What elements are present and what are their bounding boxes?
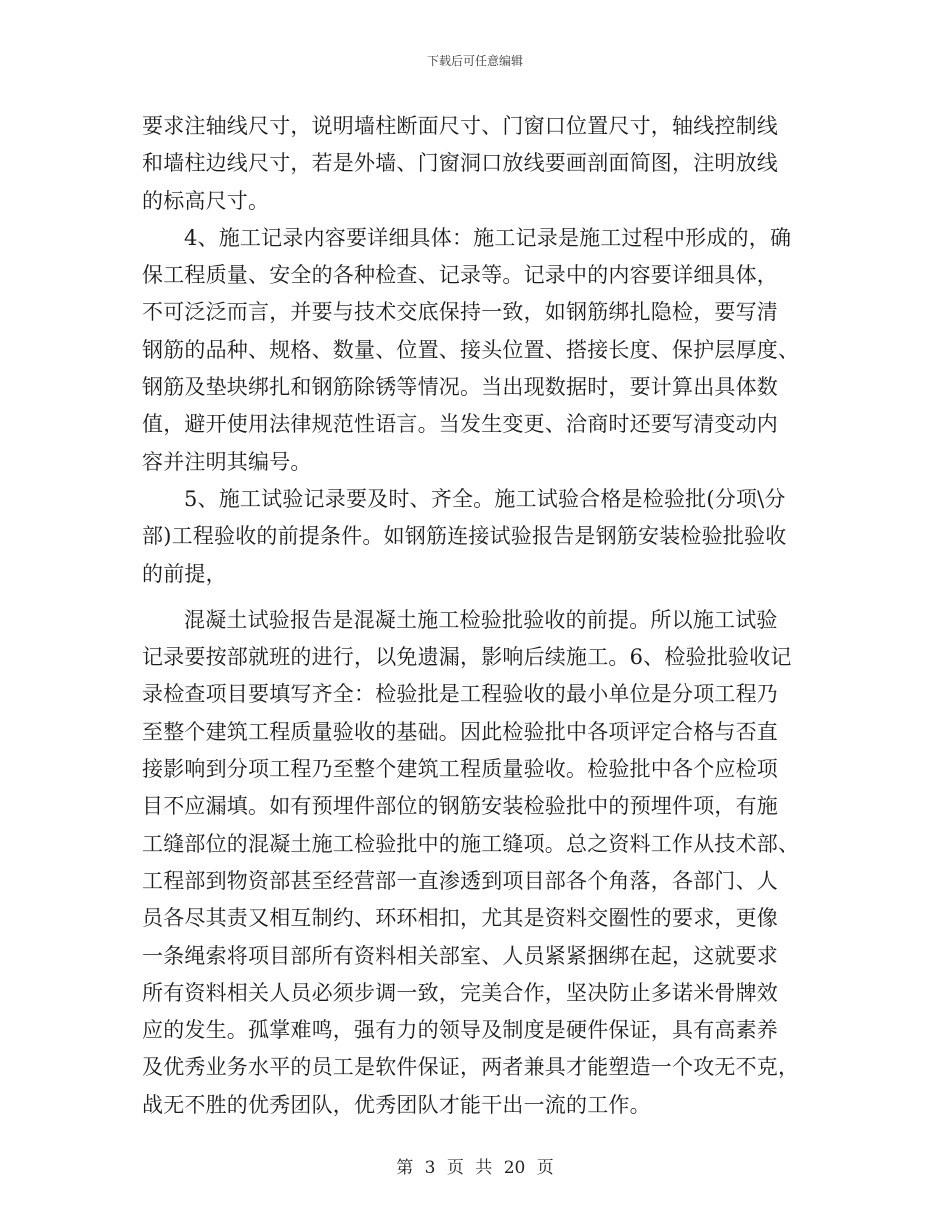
text-line: 部)工程验收的前提条件。如钢筋连接试验报告是钢筋安装检验批验收 xyxy=(142,524,787,549)
text-line: 4、施工记录内容要详细具体：施工记录是施工过程中形成的，确 xyxy=(184,225,792,250)
text-line: 5、施工试验记录要及时、齐全。施工试验合格是检验批(分项\分 xyxy=(184,486,786,511)
page-footer xyxy=(0,1153,950,1178)
text-line: 员各尽其责又相互制约、环环相扣，尤其是资料交圈性的要求，更像 xyxy=(142,906,778,931)
footer-page-label: 页 xyxy=(446,1158,464,1178)
footer-suffix: 页 xyxy=(536,1158,554,1178)
text-line: 应的发生。孤掌难鸣，强有力的领导及制度是硬件保证，具有高素养 xyxy=(142,1018,778,1043)
text-line: 至整个建筑工程质量验收的基础。因此检验批中各项评定合格与否直 xyxy=(142,719,778,744)
text-line: 钢筋的品种、规格、数量、位置、接头位置、搭接长度、保护层厚度、 xyxy=(142,337,800,362)
text-line: 不可泛泛而言，并要与技术交底保持一致，如钢筋绑扎隐检，要写清 xyxy=(142,300,778,325)
page-header: 下载后可任意编辑 xyxy=(426,54,523,68)
text-line: 战无不胜的优秀团队，优秀团队才能干出一流的工作。 xyxy=(142,1092,651,1117)
footer-prefix: 第 xyxy=(396,1158,414,1178)
text-line: 值，避开使用法律规范性语言。当发生变更、洽商时还要写清变动内 xyxy=(142,412,778,437)
text-line: 记录要按部就班的进行，以免遗漏，影响后续施工。6、检验批验收记 xyxy=(142,645,792,670)
text-line: 要求注轴线尺寸，说明墙柱断面尺寸、门窗口位置尺寸，轴线控制线 xyxy=(142,114,778,138)
text-line: 所有资料相关人员必须步调一致，完美合作，坚决防止多诺米骨牌效 xyxy=(142,980,778,1005)
text-line: 的标高尺寸。 xyxy=(142,188,270,213)
footer-total-pages: 20 xyxy=(503,1158,526,1178)
text-line: 钢筋及垫块绑扎和钢筋除锈等情况。当出现数据时，要计算出具体数 xyxy=(142,375,778,400)
text-line: 工程部到物资部甚至经营部一直渗透到项目部各个角落，各部门、人 xyxy=(142,868,778,893)
footer-page-number: 3 xyxy=(424,1158,436,1178)
document-body xyxy=(142,108,810,1124)
text-line: 工缝部位的混凝土施工检验批中的施工缝项。总之资料工作从技术部、 xyxy=(142,831,800,856)
text-line: 目不应漏填。如有预埋件部位的钢筋安装检验批中的预埋件项，有施 xyxy=(142,794,778,819)
text-line: 容并注明其编号。 xyxy=(142,449,312,474)
text-line: 接影响到分项工程乃至整个建筑工程质量验收。检验批中各个应检项 xyxy=(142,757,778,782)
text-line: 及优秀业务水平的员工是软件保证，两者兼具才能塑造一个攻无不克， xyxy=(142,1055,800,1080)
text-line: 保工程质量、安全的各种检查、记录等。记录中的内容要详细具体， xyxy=(142,263,778,288)
text-line: 的前提， xyxy=(142,561,227,586)
text-line: 录检查项目要填写齐全：检验批是工程验收的最小单位是分项工程乃 xyxy=(142,682,778,707)
text-line: 混凝土试验报告是混凝土施工检验批验收的前提。所以施工试验 xyxy=(184,607,778,632)
text-line: 和墙柱边线尺寸，若是外墙、门窗洞口放线要画剖面简图，注明放线 xyxy=(142,151,778,176)
footer-total-label: 共 xyxy=(475,1158,493,1178)
text-line: 一条绳索将项目部所有资料相关部室、人员紧紧捆绑在起，这就要求 xyxy=(142,943,778,968)
